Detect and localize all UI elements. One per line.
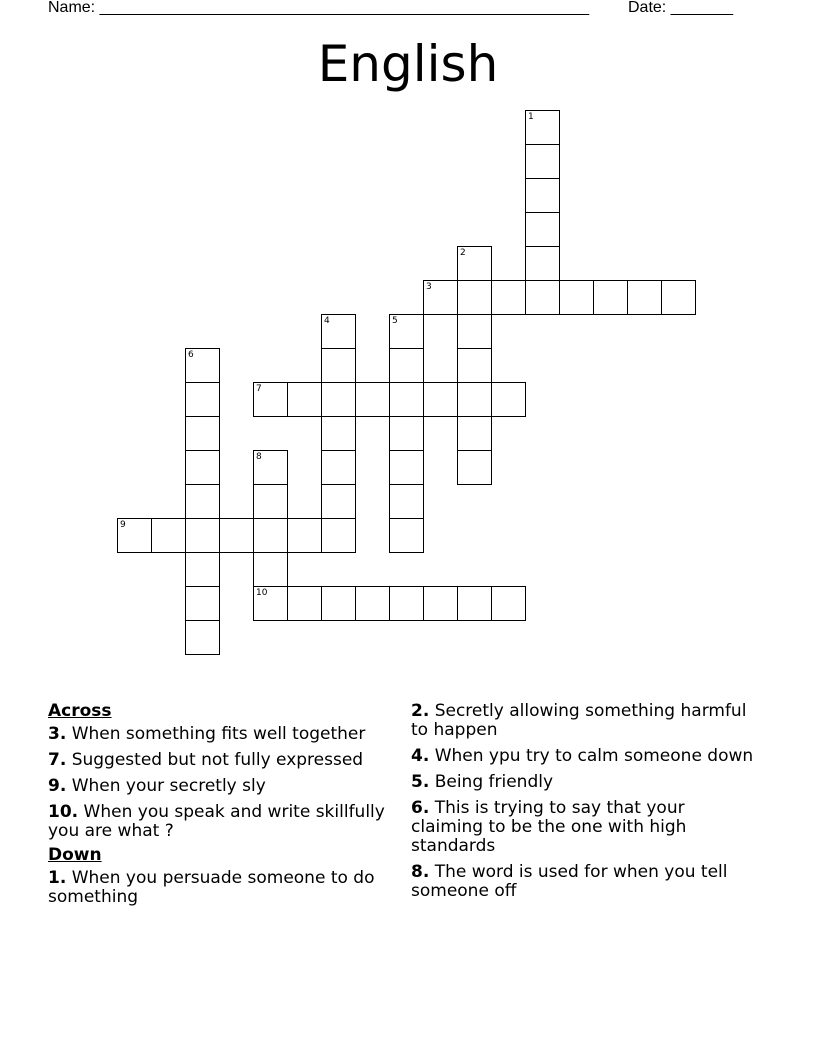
clue-number: 8. xyxy=(411,862,430,882)
grid-cell[interactable] xyxy=(355,382,390,417)
grid-cell[interactable] xyxy=(321,518,356,553)
clue-number: 9. xyxy=(48,776,67,796)
grid-cell[interactable] xyxy=(321,484,356,519)
grid-cell[interactable] xyxy=(525,246,560,281)
grid-cell[interactable] xyxy=(389,416,424,451)
grid-cell[interactable] xyxy=(185,450,220,485)
clue-number: 1. xyxy=(48,868,67,888)
grid-cell[interactable] xyxy=(457,280,492,315)
page-title: English xyxy=(317,35,499,93)
grid-cell[interactable] xyxy=(287,518,322,553)
clue-text: When ypu try to calm someone down xyxy=(434,746,754,766)
date-field-line: Date: _______ xyxy=(628,0,733,16)
clue-number: 10. xyxy=(48,802,79,822)
grid-cell[interactable] xyxy=(151,518,186,553)
grid-cell[interactable] xyxy=(253,518,288,553)
grid-cell[interactable] xyxy=(593,280,628,315)
grid-cell[interactable] xyxy=(185,518,220,553)
clue-text: Secretly allowing something harmful to happen xyxy=(411,701,747,740)
cell-number: 4 xyxy=(324,316,330,326)
grid-cell[interactable] xyxy=(389,518,424,553)
clue-down-8 xyxy=(411,863,756,901)
grid-cell[interactable] xyxy=(253,552,288,587)
grid-cell[interactable] xyxy=(491,280,526,315)
clue-text: The word is used for when you tell someone off xyxy=(411,862,728,901)
grid-cell[interactable] xyxy=(525,178,560,213)
cell-number: 2 xyxy=(460,248,466,258)
cell-number: 9 xyxy=(120,520,126,530)
grid-cell[interactable] xyxy=(423,382,458,417)
grid-cell[interactable] xyxy=(525,144,560,179)
across-heading: Across xyxy=(48,701,112,721)
clue-across-10 xyxy=(48,803,393,841)
cell-number: 10 xyxy=(256,588,268,598)
clue-number: 7. xyxy=(48,750,67,770)
grid-cell[interactable] xyxy=(389,450,424,485)
cell-number: 6 xyxy=(188,350,194,360)
clue-down-6 xyxy=(411,799,756,856)
clue-down-5 xyxy=(411,773,756,792)
clue-text: When something fits well together xyxy=(71,724,366,744)
grid-cell[interactable] xyxy=(185,552,220,587)
grid-cell[interactable] xyxy=(355,586,390,621)
grid-cell[interactable] xyxy=(457,586,492,621)
clue-down-2 xyxy=(411,702,756,740)
cell-number: 5 xyxy=(392,316,398,326)
grid-cell[interactable] xyxy=(457,348,492,383)
clue-text: When you persuade someone to do something xyxy=(48,868,375,907)
clue-text: When you speak and write skillfully you are what ? xyxy=(48,802,385,841)
clue-across-3 xyxy=(48,725,393,744)
grid-cell[interactable] xyxy=(525,212,560,247)
grid-cell[interactable] xyxy=(185,620,220,655)
clue-across-7 xyxy=(48,751,393,770)
grid-cell[interactable] xyxy=(491,586,526,621)
clue-text: When your secretly sly xyxy=(71,776,266,796)
grid-cell[interactable] xyxy=(389,586,424,621)
grid-cell[interactable] xyxy=(457,450,492,485)
grid-cell[interactable] xyxy=(457,246,492,281)
grid-cell[interactable] xyxy=(389,484,424,519)
grid-cell[interactable] xyxy=(185,382,220,417)
grid-cell[interactable] xyxy=(559,280,594,315)
cell-number: 7 xyxy=(256,384,262,394)
cell-number: 8 xyxy=(256,452,262,462)
clue-down-4 xyxy=(411,747,756,766)
grid-cell[interactable] xyxy=(287,382,322,417)
grid-cell[interactable] xyxy=(661,280,696,315)
grid-cell[interactable] xyxy=(389,314,424,349)
grid-cell[interactable] xyxy=(423,280,458,315)
clue-number: 2. xyxy=(411,701,430,721)
grid-cell[interactable] xyxy=(253,382,288,417)
grid-cell[interactable] xyxy=(117,518,152,553)
down-heading: Down xyxy=(48,845,102,865)
grid-cell[interactable] xyxy=(185,484,220,519)
grid-cell[interactable] xyxy=(491,382,526,417)
clues-right-column xyxy=(411,702,756,908)
clue-down-1 xyxy=(48,869,393,907)
grid-cell[interactable] xyxy=(525,280,560,315)
grid-cell[interactable] xyxy=(321,416,356,451)
grid-cell[interactable] xyxy=(321,348,356,383)
grid-cell[interactable] xyxy=(287,586,322,621)
clue-text: Being friendly xyxy=(434,772,554,792)
cell-number: 1 xyxy=(528,112,534,122)
grid-cell[interactable] xyxy=(321,382,356,417)
grid-cell[interactable] xyxy=(321,314,356,349)
grid-cell[interactable] xyxy=(389,348,424,383)
grid-cell[interactable] xyxy=(423,586,458,621)
clue-number: 3. xyxy=(48,724,67,744)
grid-cell[interactable] xyxy=(457,314,492,349)
grid-cell[interactable] xyxy=(185,348,220,383)
clue-number: 6. xyxy=(411,798,430,818)
grid-cell[interactable] xyxy=(185,586,220,621)
grid-cell[interactable] xyxy=(321,586,356,621)
clues-left-column xyxy=(48,702,393,914)
grid-cell[interactable] xyxy=(253,586,288,621)
clue-across-9 xyxy=(48,777,393,796)
name-field-line: Name: _______________________________________________________ xyxy=(48,0,589,16)
grid-cell[interactable] xyxy=(219,518,254,553)
grid-cell[interactable] xyxy=(627,280,662,315)
grid-cell[interactable] xyxy=(253,450,288,485)
grid-cell[interactable] xyxy=(253,484,288,519)
clue-number: 4. xyxy=(411,746,430,766)
grid-cell[interactable] xyxy=(457,416,492,451)
clue-number: 5. xyxy=(411,772,430,792)
clue-text: This is trying to say that your claiming to be the one with high standards xyxy=(411,798,687,856)
grid-cell[interactable] xyxy=(457,382,492,417)
grid-cell[interactable] xyxy=(389,382,424,417)
cell-number: 3 xyxy=(426,282,432,292)
grid-cell[interactable] xyxy=(185,416,220,451)
grid-cell[interactable] xyxy=(525,110,560,145)
grid-cell[interactable] xyxy=(321,450,356,485)
clue-text: Suggested but not fully expressed xyxy=(71,750,364,770)
